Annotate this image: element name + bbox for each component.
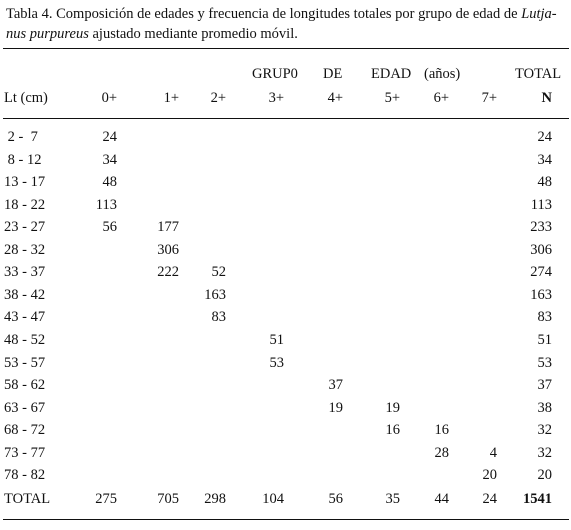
table-cell: 51 bbox=[537, 332, 552, 348]
header-anos: (años) bbox=[424, 66, 461, 82]
row-lt-label: 13 - 17 bbox=[4, 174, 46, 190]
row-lt-label: 2 - 7 bbox=[4, 129, 38, 145]
table-cell: 56 bbox=[102, 219, 117, 235]
total-cell: 35 bbox=[385, 491, 400, 507]
table-cell: 51 bbox=[269, 332, 284, 348]
table-cell: 274 bbox=[530, 264, 552, 280]
row-lt-label: 63 - 67 bbox=[4, 400, 46, 416]
row-lt-label: 58 - 62 bbox=[4, 377, 46, 393]
table-cell: 19 bbox=[328, 400, 343, 416]
header-col-2plus: 2+ bbox=[210, 90, 226, 106]
caption-prefix: Tabla 4. Composición de edades y frecuencia de longitudes totales por grupo de edad de bbox=[6, 6, 522, 22]
table-cell: 53 bbox=[537, 355, 552, 371]
table-cell: 24 bbox=[102, 129, 117, 145]
total-cell: 44 bbox=[434, 491, 449, 507]
table-cell: 177 bbox=[157, 219, 179, 235]
total-cell: 24 bbox=[482, 491, 497, 507]
caption-species-part2: nus purpureus bbox=[6, 26, 89, 42]
table-caption bbox=[6, 4, 566, 44]
row-lt-label: 53 - 57 bbox=[4, 355, 46, 371]
header-lt: Lt (cm) bbox=[4, 90, 48, 106]
table-cell: 32 bbox=[537, 422, 552, 438]
header-edad: EDAD bbox=[371, 66, 412, 82]
total-cell: 705 bbox=[157, 491, 179, 507]
table-cell: 48 bbox=[102, 174, 117, 190]
row-lt-label: 38 - 42 bbox=[4, 287, 46, 303]
table-cell: 306 bbox=[157, 242, 179, 258]
table-cell: 4 bbox=[489, 445, 497, 461]
row-lt-label: 18 - 22 bbox=[4, 197, 46, 213]
table-cell: 24 bbox=[537, 129, 552, 145]
table-cell: 34 bbox=[102, 152, 117, 168]
table-cell: 52 bbox=[211, 264, 226, 280]
table-cell: 32 bbox=[537, 445, 552, 461]
row-lt-label: 28 - 32 bbox=[4, 242, 46, 258]
table-cell: 19 bbox=[385, 400, 400, 416]
table-cell: 16 bbox=[434, 422, 449, 438]
row-lt-label: 78 - 82 bbox=[4, 467, 46, 483]
row-lt-label: 43 - 47 bbox=[4, 309, 46, 325]
table-cell: 53 bbox=[269, 355, 284, 371]
header-grupo: GRUP0 bbox=[252, 66, 298, 82]
table-cell: 163 bbox=[204, 287, 226, 303]
table-cell: 113 bbox=[530, 197, 552, 213]
header-col-7plus: 7+ bbox=[481, 90, 497, 106]
table-cell: 34 bbox=[537, 152, 552, 168]
table-cell: 83 bbox=[537, 309, 552, 325]
header-col-3plus: 3+ bbox=[268, 90, 284, 106]
caption-suffix: ajustado mediante promedio móvil. bbox=[88, 26, 298, 42]
total-label: TOTAL bbox=[4, 491, 51, 507]
header-col-n: N bbox=[541, 90, 552, 106]
table-cell: 20 bbox=[482, 467, 497, 483]
total-cell: 104 bbox=[262, 491, 284, 507]
header-rule bbox=[3, 118, 569, 119]
header-col-1plus: 1+ bbox=[163, 90, 179, 106]
table-cell: 163 bbox=[530, 287, 552, 303]
caption-species-part1: Lutja- bbox=[521, 6, 557, 22]
total-cell: 56 bbox=[328, 491, 343, 507]
header-col-0plus: 0+ bbox=[101, 90, 117, 106]
total-cell: 1541 bbox=[523, 491, 552, 507]
header-col-5plus: 5+ bbox=[384, 90, 400, 106]
row-lt-label: 48 - 52 bbox=[4, 332, 46, 348]
header-col-6plus: 6+ bbox=[433, 90, 449, 106]
bottom-rule bbox=[3, 519, 569, 520]
table-cell: 48 bbox=[537, 174, 552, 190]
total-cell: 275 bbox=[95, 491, 117, 507]
top-rule bbox=[3, 48, 569, 49]
table-cell: 20 bbox=[537, 467, 552, 483]
row-lt-label: 68 - 72 bbox=[4, 422, 46, 438]
table-cell: 38 bbox=[537, 400, 552, 416]
header-col-4plus: 4+ bbox=[327, 90, 343, 106]
table-cell: 83 bbox=[211, 309, 226, 325]
table-cell: 37 bbox=[537, 377, 552, 393]
table-cell: 37 bbox=[328, 377, 343, 393]
table-cell: 233 bbox=[530, 219, 552, 235]
table-cell: 16 bbox=[385, 422, 400, 438]
table-cell: 306 bbox=[530, 242, 552, 258]
header-total: TOTAL bbox=[515, 66, 562, 82]
row-lt-label: 33 - 37 bbox=[4, 264, 46, 280]
table-cell: 113 bbox=[95, 197, 117, 213]
row-lt-label: 23 - 27 bbox=[4, 219, 46, 235]
table-cell: 222 bbox=[157, 264, 179, 280]
row-lt-label: 8 - 12 bbox=[4, 152, 42, 168]
total-cell: 298 bbox=[204, 491, 226, 507]
header-de: DE bbox=[323, 66, 343, 82]
row-lt-label: 73 - 77 bbox=[4, 445, 46, 461]
table-cell: 28 bbox=[434, 445, 449, 461]
